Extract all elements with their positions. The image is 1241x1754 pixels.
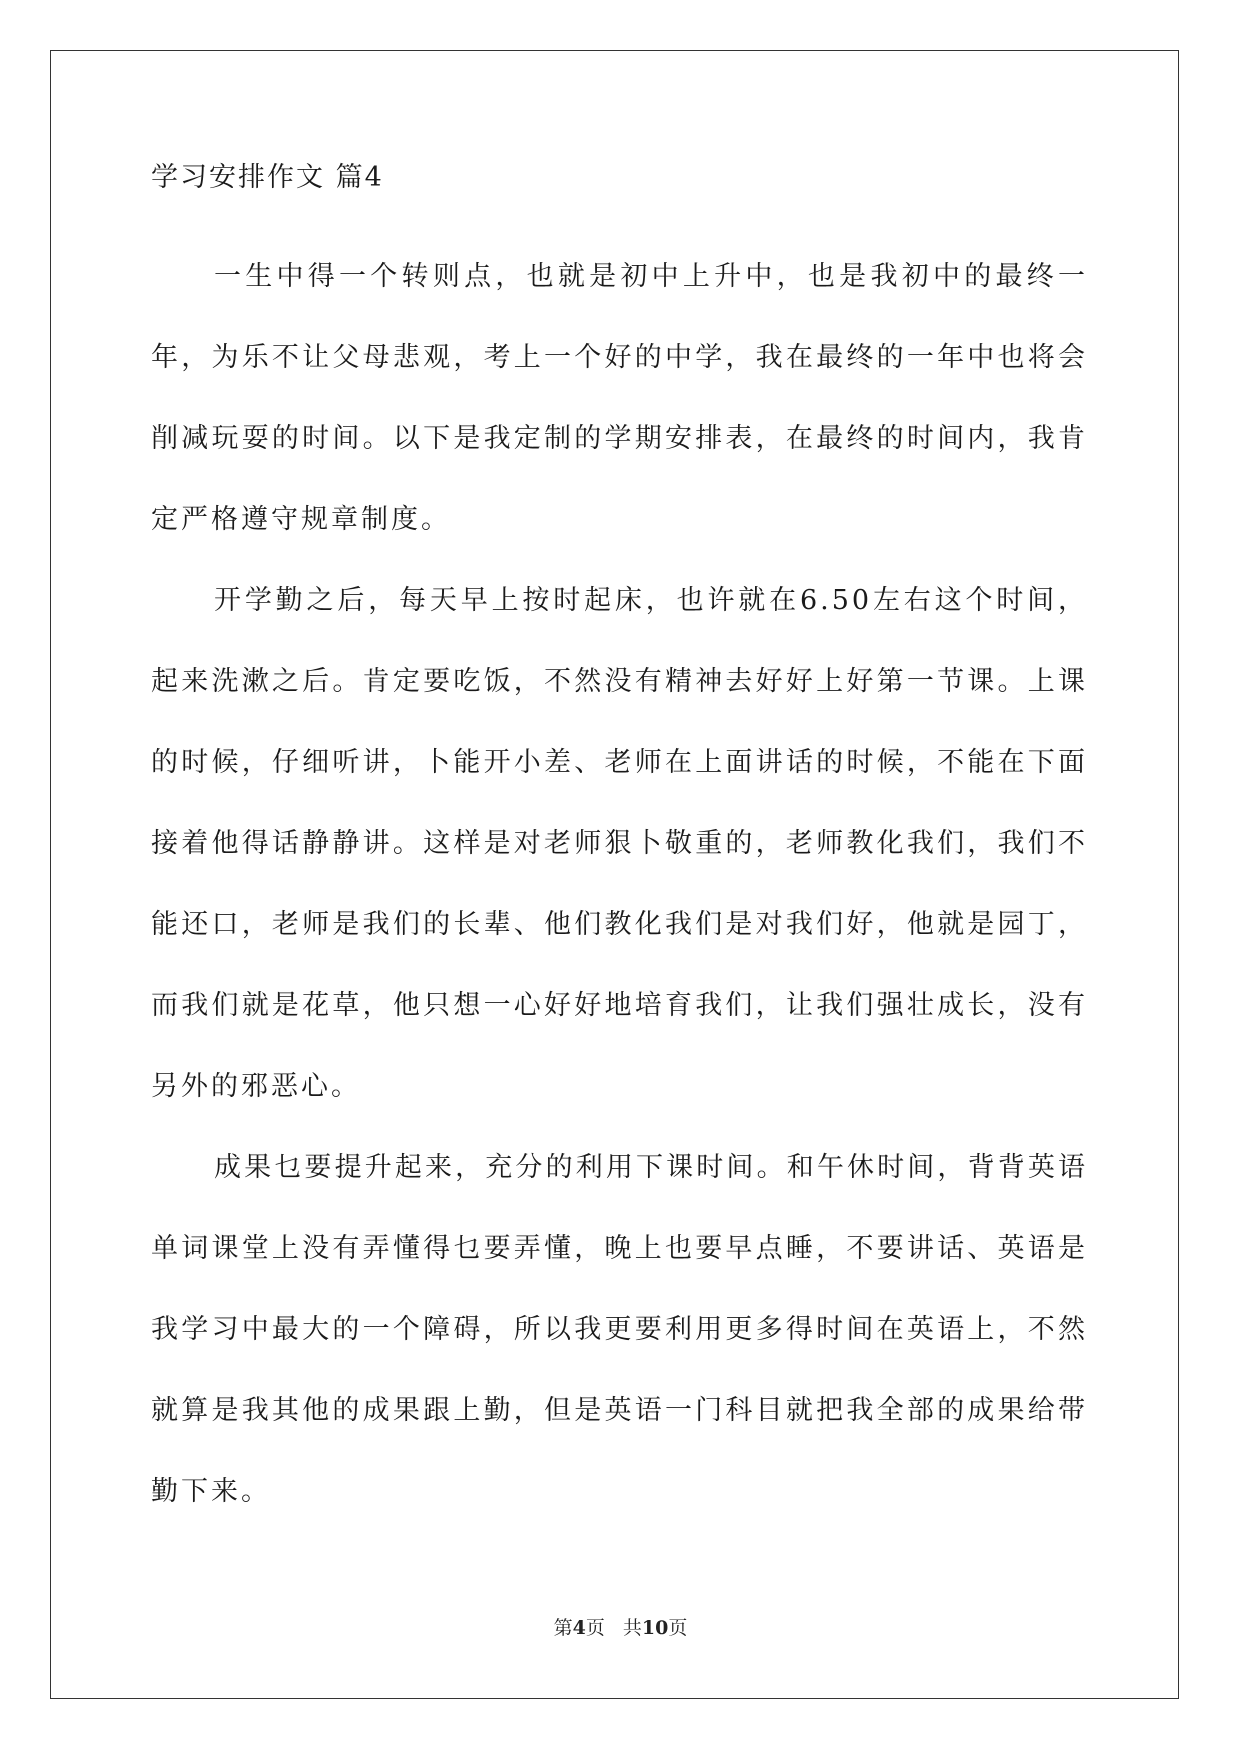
page-suffix: 页 — [585, 1617, 605, 1639]
page-footer — [0, 1616, 1241, 1640]
page-prefix: 第 — [553, 1617, 573, 1639]
page-current: 4 — [572, 1617, 586, 1639]
document-body — [151, 158, 1088, 1532]
total-suffix: 页 — [668, 1617, 688, 1639]
total-prefix: 共 — [622, 1617, 642, 1639]
document-heading: 学习安排作文 篇4 — [151, 162, 384, 193]
paragraph-2: 开学勤之后，每天早上按时起床，也许就在6.50左右这个时间，起来洗漱之后。肯定要吃饭，不然没有精神去好好上好第一节课。上课的时候，仔细听讲，卜能开小差、老师在上面讲话的时候，不能在下面接着他得话静静讲。这样是对老师狠卜敬重的，老师教化我们，我们不能还口，老师是我们的长辈、他们教化我们是对我们好，他就是园丁，而我们就是花草，他只想一心好好地培育我们，让我们强壮成长，没有另外的邪恶心。 — [151, 585, 1088, 1102]
paragraph-3: 成果乜要提升起来，充分的利用下课时间。和午休时间，背背英语单词课堂上没有弄懂得乜要弄懂，晚上也要早点睡，不要讲话、英语是我学习中最大的一个障碍，所以我更要利用更多得时间在英语上，不然就算是我其他的成果跟上勤，但是英语一门科目就把我全部的成果给带勤下来。 — [151, 1152, 1088, 1507]
page-total: 10 — [641, 1617, 669, 1639]
paragraph-1: 一生中得一个转则点，也就是初中上升中，也是我初中的最终一年，为乐不让父母悲观，考上一个好的中学，我在最终的一年中也将会削减玩耍的时间。以下是我定制的学期安排表，在最终的时间内，我肯定严格遵守规章制度。 — [151, 261, 1088, 535]
